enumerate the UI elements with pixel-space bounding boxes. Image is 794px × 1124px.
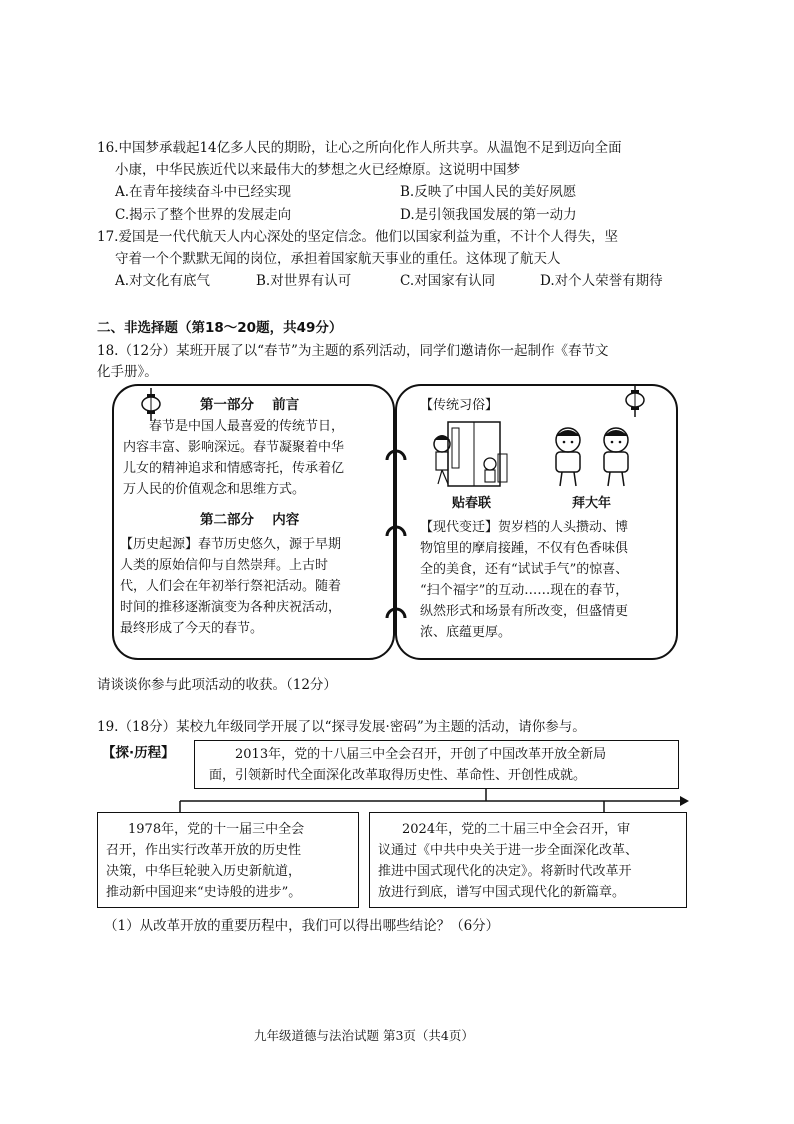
history-line: 人类的原始信仰与自然崇拜。上古时: [120, 558, 329, 573]
modern-line: 全的美食，还有“试试手气”的惊喜、: [420, 562, 629, 577]
preface-line: 儿女的精神追求和情感寄托，传承着亿: [123, 461, 345, 476]
modern-change-paragraph: [420, 517, 628, 643]
history-line: 时间的推移逐渐演变为各种庆祝活动，: [120, 600, 342, 615]
timeline-box-2024: [369, 812, 687, 908]
preface-line: 内容丰富、影响深远。春节凝聚着中华: [123, 440, 345, 455]
box-1978-line: 召开，作出实行改革开放的历史性: [106, 843, 302, 858]
box-1978-line: 推动新中国迎来“史诗般的进步”。: [106, 885, 302, 900]
history-line: 【历史起源】春节历史悠久，源于早期: [120, 537, 342, 552]
timeline-box-1978: [97, 812, 359, 908]
q19-sub1: （1）从改革开放的重要历程中，我们可以得出哪些结论？（6分）: [104, 918, 500, 934]
q18-ask: 请谈谈你参与此项活动的收获。（12分）: [97, 677, 337, 693]
q19-stem: 19.（18分）某校九年级同学开展了以“探寻发展·密码”为主题的活动，请你参与。: [97, 719, 586, 735]
section2-title: 二、非选择题（第18～20题，共49分）: [97, 320, 343, 336]
q17-stem-line1: 17.爱国是一代代航天人内心深处的坚定信念。他们以国家利益为重，不计个人得失，坚: [97, 229, 618, 245]
caption-posting-couplets: 贴春联: [452, 496, 492, 511]
modern-line: 纵然形式和场景有所改变，但盛情更: [420, 604, 629, 619]
preface-line: 万人民的价值观念和思维方式。: [123, 482, 306, 497]
posting-couplets-illustration: [428, 418, 516, 490]
box-2024-line: 推进中国式现代化的决定》。将新时代改革开: [378, 864, 632, 879]
custom-heading: 【传统习俗】: [420, 398, 499, 413]
q17-option-a: A.对文化有底气: [115, 273, 211, 289]
timeline-arrow: [160, 789, 690, 813]
preface-paragraph: [123, 416, 344, 500]
q18-stem-line2: 化手册》。: [97, 364, 158, 380]
new-year-greeting-illustration: [544, 424, 640, 490]
q17-option-b: B.对世界有认可: [256, 273, 352, 289]
q18-stem-line1: 18.（12分）某班开展了以“春节”为主题的系列活动，同学们邀请你一起制作《春节文: [97, 343, 609, 359]
timeline-box-2013: [194, 740, 679, 789]
preface-line: 春节是中国人最喜爱的传统节日，: [149, 419, 345, 434]
box-2024-line: 放进行到底，谱写中国式现代化的新篇章。: [378, 885, 626, 900]
box-2013-line: 2013年，党的十八届三中全会召开，开创了中国改革开放全新局: [235, 747, 607, 762]
q16-option-c: C.揭示了整个世界的发展走向: [115, 207, 292, 223]
q17-option-d: D.对个人荣誉有期待: [540, 273, 663, 289]
q17-stem-line2: 守着一个个默默无闻的岗位，承担着国家航天事业的重任。这体现了航天人: [115, 251, 561, 267]
history-line: 最终形成了今天的春节。: [120, 621, 264, 636]
history-line: 代，人们会在年初举行祭祀活动。随着: [120, 579, 342, 594]
q16-option-b: B.反映了中国人民的美好夙愿: [400, 184, 577, 200]
binding-rings: [383, 440, 409, 640]
page-footer: 九年级道德与法治试题 第3页（共4页）: [254, 1028, 474, 1043]
q16-option-a: A.在青年接续奋斗中已经实现: [115, 184, 292, 200]
modern-line: 浓、底蕴更厚。: [420, 625, 512, 640]
q19-tag-history: 【探·历程】: [102, 745, 175, 761]
q16-stem-line1: 16.中国梦承载起14亿多人民的期盼，让心之所向化作人所共享。从温饱不足到迈向全面: [97, 140, 622, 156]
modern-line: 【现代变迁】贺岁档的人头攒动、博: [420, 520, 629, 535]
handbook-heading-content: 第二部分 内容: [200, 512, 300, 528]
box-1978-line: 决策，中华巨轮驶入历史新航道，: [106, 864, 302, 879]
box-2024-line: 2024年，党的二十届三中全会召开，审: [402, 822, 631, 837]
modern-line: 物馆里的摩肩接踵，不仅有色香味俱: [420, 541, 629, 556]
q16-option-d: D.是引领我国发展的第一动力: [400, 207, 577, 223]
modern-line: “扫个福字”的互动……现在的春节，: [420, 583, 629, 598]
q17-option-c: C.对国家有认同: [400, 273, 496, 289]
handbook-heading-preface: 第一部分 前言: [200, 397, 300, 413]
caption-new-year-greeting: 拜大年: [572, 496, 612, 511]
box-2024-line: 议通过《中共中央关于进一步全面深化改革、: [378, 843, 639, 858]
box-2013-line: 面，引领新时代全面深化改革取得历史性、革命性、开创性成就。: [209, 768, 587, 783]
lantern-icon: [624, 384, 646, 418]
box-1978-line: 1978年，党的十一届三中全会: [128, 822, 305, 837]
history-paragraph: [120, 534, 341, 639]
q16-stem-line2: 小康，中华民族近代以来最伟大的梦想之火已经燎原。这说明中国梦: [115, 162, 520, 178]
